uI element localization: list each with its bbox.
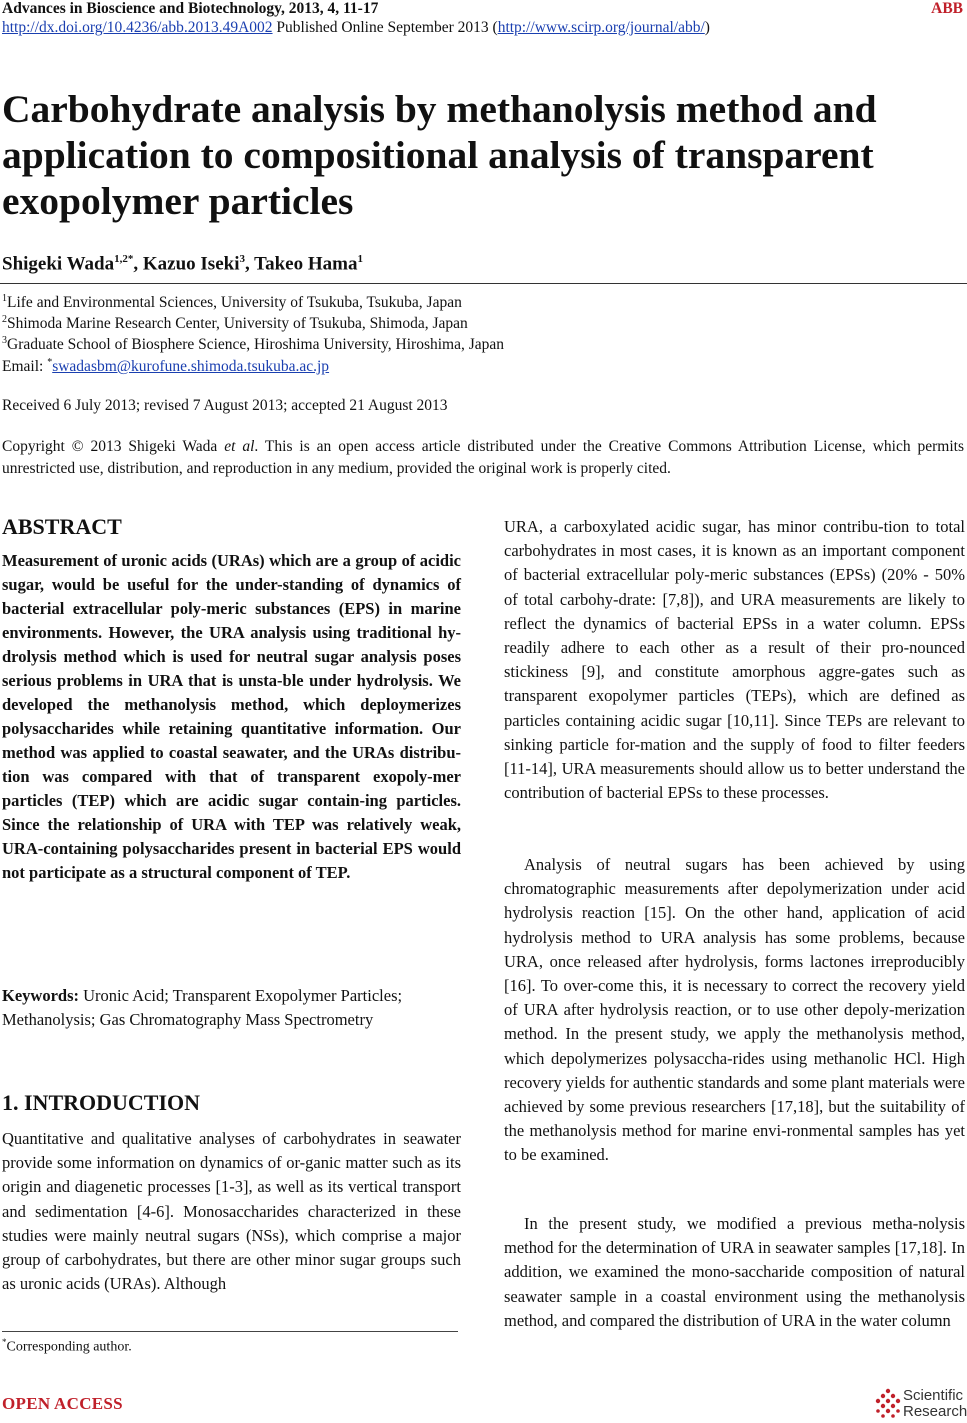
author-separator: ,: [133, 253, 143, 275]
author-separator: ,: [244, 253, 255, 275]
body-paragraph: Analysis of neutral sugars has been achieved by using chromatographic measurements after depolymerization under acid hydrolysis reaction [15]. On the other hand, application of acid hydrolysis method to URA analysis has some problems, because URA, once released after hydrolysis, forms lactones irreproducibly [16]. To over-come this, it is necessary to correct the recovery yield of URA after hydrolysis reaction, or to use other depoly-merization method. In the present study, we apply the methanolysis method, which depolymerizes polysaccha-rides using methanolic HCl. High recovery yields for authentic standards and some plant materials were achieved by some previous researchers [17,18], but the suitability of the methanolysis method for marine envi-ronmental samples has yet to be examined.: [504, 855, 965, 1165]
author-affiliation-marker: 1,2*: [114, 253, 134, 265]
publisher-logo: [875, 1388, 967, 1423]
affiliation-3: [2, 335, 504, 354]
copyright-notice: [2, 436, 964, 480]
footnote: [2, 1337, 132, 1356]
author-affiliation-marker: 1: [357, 253, 363, 265]
author-list: [2, 253, 363, 275]
footnote-marker: *: [2, 1337, 7, 1347]
published-text: Published Online September 2013 (: [272, 19, 498, 36]
affiliation-text: Shimoda Marine Research Center, University of Tsukuba, Shimoda, Japan: [7, 315, 468, 333]
affiliation-2: [2, 314, 468, 333]
footnote-text: Corresponding author.: [6, 1339, 132, 1355]
doi-line: [2, 19, 710, 37]
body-paragraph: URA, a carboxylated acidic sugar, has minor contribu-tion to total carbohydrates in most cases, it is known as an important component of bacterial extracellular poly-meric substances (EPSs) (20% - 50% of total carbohy-drate: [7,8]), and URA measurements are likely to reflect the dynamics of bacterial EPSs in a water column. EPSs readily adhere to each other as a result of their pro-nounced stickiness [9], and constitute amorphous aggre-gates such as transparent exopolymer particles (TEPs), which are defined as particles containing acidic sugar [10,11]. Since TEPs are relevant to sinking particle for-mation and the supply of food to filter feeders [11-14], URA measurements should allow us to better understand the contribution of bacterial EPSs to these processes.: [504, 517, 965, 803]
journal-citation: Advances in Bioscience and Biotechnology, 2013, 4, 11-17: [2, 0, 379, 17]
affiliation-text: Life and Environmental Sciences, University of Tsukuba, Tsukuba, Japan: [7, 294, 462, 312]
footnote-divider: [2, 1331, 458, 1332]
closing-paren: ): [704, 19, 710, 36]
copyright-text: . This is an open access article distributed under the Creative Commons Attribution License, which permits unrestricted use, distribution, and reproduction in any medium, provided the original work is properly cited.: [2, 438, 964, 477]
author-name: Kazuo Iseki: [142, 253, 240, 275]
affiliation-marker: 1: [2, 293, 7, 304]
publisher-logo-icon: [875, 1388, 901, 1418]
author-name: Shigeki Wada: [2, 253, 115, 275]
copyright-text: Copyright © 2013 Shigeki Wada: [2, 438, 225, 455]
journal-link[interactable]: http://www.scirp.org/journal/abb/: [497, 19, 705, 36]
publisher-name-line: Scientific: [903, 1387, 964, 1404]
keywords-label: Keywords:: [2, 986, 79, 1005]
copyright-italic: et al: [224, 438, 255, 455]
doi-link[interactable]: http://dx.doi.org/10.4236/abb.2013.49A002: [2, 19, 273, 36]
publisher-name-line: Research: [903, 1403, 967, 1420]
author-affiliation-marker: 3: [239, 253, 245, 265]
publisher-name: [903, 1388, 967, 1420]
paper-title: Carbohydrate analysis by methanolysis method and application to compositional analysis of transparent exopolymer particles: [2, 87, 877, 223]
abstract-heading: ABSTRACT: [2, 514, 122, 539]
author-name: Takeo Hama: [254, 253, 358, 275]
affiliation-marker: 3: [2, 335, 7, 346]
email-marker: *: [47, 357, 53, 368]
received-dates: Received 6 July 2013; revised 7 August 2013; accepted 21 August 2013: [2, 397, 448, 414]
keywords: [2, 984, 432, 1032]
introduction-paragraph: Quantitative and qualitative analyses of carbohydrates in seawater provide some information on dynamics of or-ganic matter such as its origin and diagenetic processes [1-3], as well as its vertical transport and sedimentation [4-6]. Monosaccharides characterized in these studies were mainly neutral sugars (NSs), which comprise a major group of carbohydrates, but there are other minor sugar groups such as uronic acids (URAs). Although: [2, 1129, 461, 1294]
abstract-text: Measurement of uronic acids (URAs) which are a group of acidic sugar, would be useful for the under-standing of dynamics of bacterial extracellular poly-meric substances (EPS) in marine environments. However, the URA analysis using traditional hy-drolysis method which is used for neutral sugar analysis poses serious problems in URA that is unsta-ble under hydrolysis. We developed the methanolysis method, which deploymerizes polysaccharides while retaining quantitative information. Our method was applied to coastal seawater, and the URAs distribu-tion was compared with that of transparent exopoly-mer particles (TEP) which are acidic sugar contain-ing particles. Since the relationship of URA with TEP was relatively weak, URA-containing polysaccharides present in bacterial EPS would not participate as a structural component of TEP.: [2, 551, 461, 882]
email-label: Email:: [2, 358, 48, 376]
keywords-text: Uronic Acid; Transparent Exopolymer Particles; Methanolysis; Gas Chromatography Mass Spectrometry: [2, 986, 403, 1029]
email-line: [2, 357, 329, 376]
journal-abbreviation: ABB: [931, 0, 963, 17]
introduction-heading: 1. INTRODUCTION: [2, 1090, 201, 1115]
author-divider: [0, 283, 967, 284]
affiliation-text: Graduate School of Biosphere Science, Hiroshima University, Hiroshima, Japan: [7, 336, 505, 354]
affiliation-marker: 2: [2, 314, 7, 325]
body-paragraph: In the present study, we modified a previous metha-nolysis method for the determination of URA in seawater samples [17,18]. In addition, we examined the mono-saccharide composition of natural seawater sample in a coastal environment using the methanolysis method, and compared the distribution of URA in the water column: [504, 1214, 965, 1330]
open-access-label: OPEN ACCESS: [2, 1394, 123, 1413]
affiliation-1: [2, 293, 462, 312]
email-link[interactable]: swadasbm@kurofune.shimoda.tsukuba.ac.jp: [52, 358, 330, 376]
